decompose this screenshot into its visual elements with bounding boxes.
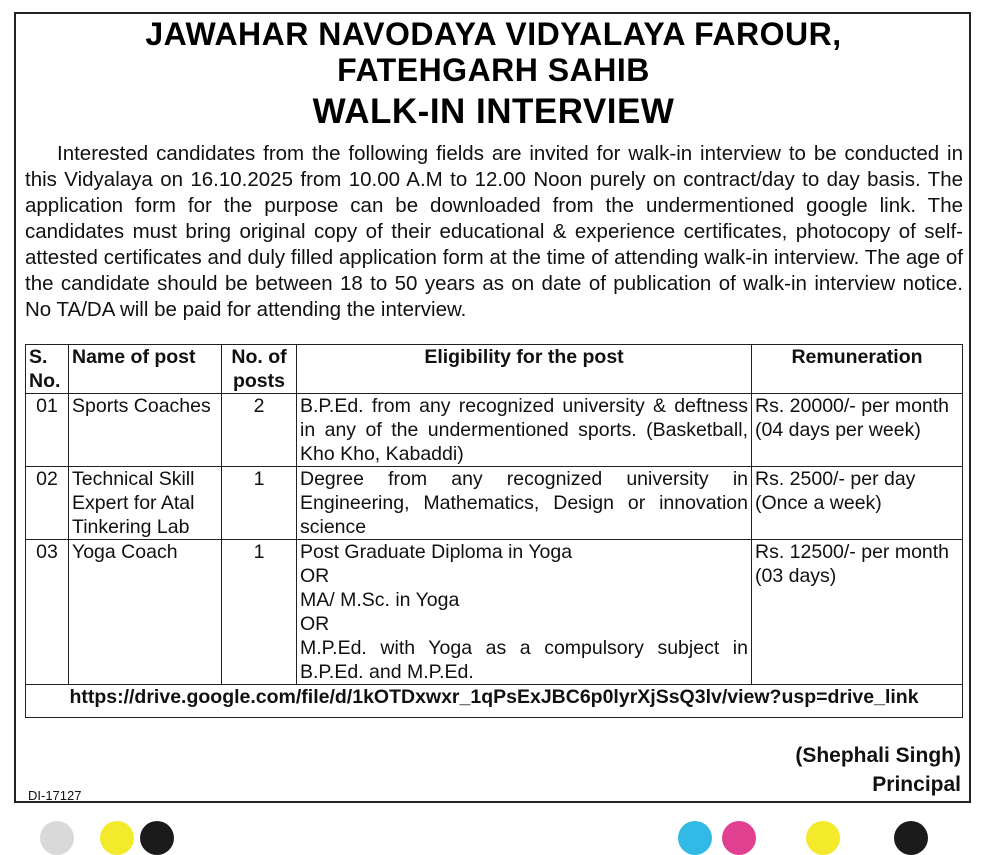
print-mark-dot [806, 821, 840, 855]
header-sno: S. No. [26, 345, 69, 394]
print-mark-dot [100, 821, 134, 855]
application-link-row [26, 685, 963, 718]
print-mark-dot [894, 821, 928, 855]
posts-table [25, 344, 963, 718]
row-eligibility [297, 540, 752, 685]
row-eligibility [297, 394, 752, 467]
table-row [26, 394, 963, 467]
reference-code: DI-17127 [28, 788, 82, 803]
print-registration-marks [0, 815, 987, 835]
header-eligibility: Eligibility for the post [297, 345, 752, 394]
print-mark-dot [140, 821, 174, 855]
table-row [26, 467, 963, 540]
eligibility-line: M.P.Ed. with Yoga as a compulsory subject in B.P.Ed. and M.P.Ed. [300, 637, 748, 683]
eligibility-line: B.P.Ed. from any recognized university & deftness in any of the undermentioned sports. (Basketball, Kho Kho, Kabaddi) [300, 395, 748, 465]
row-post-name: Yoga Coach [69, 540, 222, 685]
signatory-name: (Shephali Singh) [795, 744, 961, 767]
row-remuneration: Rs. 20000/- per month (04 days per week) [752, 394, 963, 467]
row-post-name: Technical Skill Expert for Atal Tinkering Lab [69, 467, 222, 540]
print-mark-dot [678, 821, 712, 855]
notice-heading: WALK-IN INTERVIEW [312, 92, 675, 131]
header-post-name: Name of post [69, 345, 222, 394]
print-mark-dot [40, 821, 74, 855]
eligibility-line: OR [300, 565, 330, 587]
eligibility-line: Post Graduate Diploma in Yoga [300, 541, 573, 563]
row-sno: 01 [26, 394, 69, 467]
application-form-link[interactable]: https://drive.google.com/file/d/1kOTDxwxr_1qPsExJBC6p0lyrXjSsQ3lv/view?usp=drive_link [26, 685, 963, 718]
row-post-name: Sports Coaches [69, 394, 222, 467]
row-eligibility [297, 467, 752, 540]
row-post-count: 1 [222, 540, 297, 685]
institution-location: FATEHGARH SAHIB [337, 52, 650, 88]
eligibility-line: MA/ M.Sc. in Yoga [300, 589, 460, 611]
eligibility-line: OR [300, 613, 330, 635]
row-remuneration: Rs. 2500/- per day (Once a week) [752, 467, 963, 540]
row-post-count: 1 [222, 467, 297, 540]
table-header-row [26, 345, 963, 394]
row-post-count: 2 [222, 394, 297, 467]
print-mark-dot [722, 821, 756, 855]
intro-paragraph: Interested candidates from the following fields are invited for walk-in interview to be conducted in this Vidyalaya on 16.10.2025 from 10.00 A.M to 12.00 Noon purely on contract/day to day basis. The application form for the purpose can be downloaded from the undermentioned google link. The candidates must bring original copy of their educational & experience certificates, photocopy of self-attested certificates and duly filled application form at the time of attending walk-in interview. The age of the candidate should be between 18 to 50 years as on date of publication of walk-in interview notice. No TA/DA will be paid for attending the interview. [25, 142, 963, 321]
row-sno: 03 [26, 540, 69, 685]
header-post-count: No. of posts [222, 345, 297, 394]
row-remuneration: Rs. 12500/- per month (03 days) [752, 540, 963, 685]
eligibility-line: Degree from any recognized university in Engineering, Mathematics, Design or innovation science [300, 468, 748, 538]
table-row [26, 540, 963, 685]
row-sno: 02 [26, 467, 69, 540]
header-remuneration: Remuneration [752, 345, 963, 394]
institution-name: JAWAHAR NAVODAYA VIDYALAYA FAROUR, [145, 16, 842, 52]
signatory-title: Principal [872, 773, 961, 796]
